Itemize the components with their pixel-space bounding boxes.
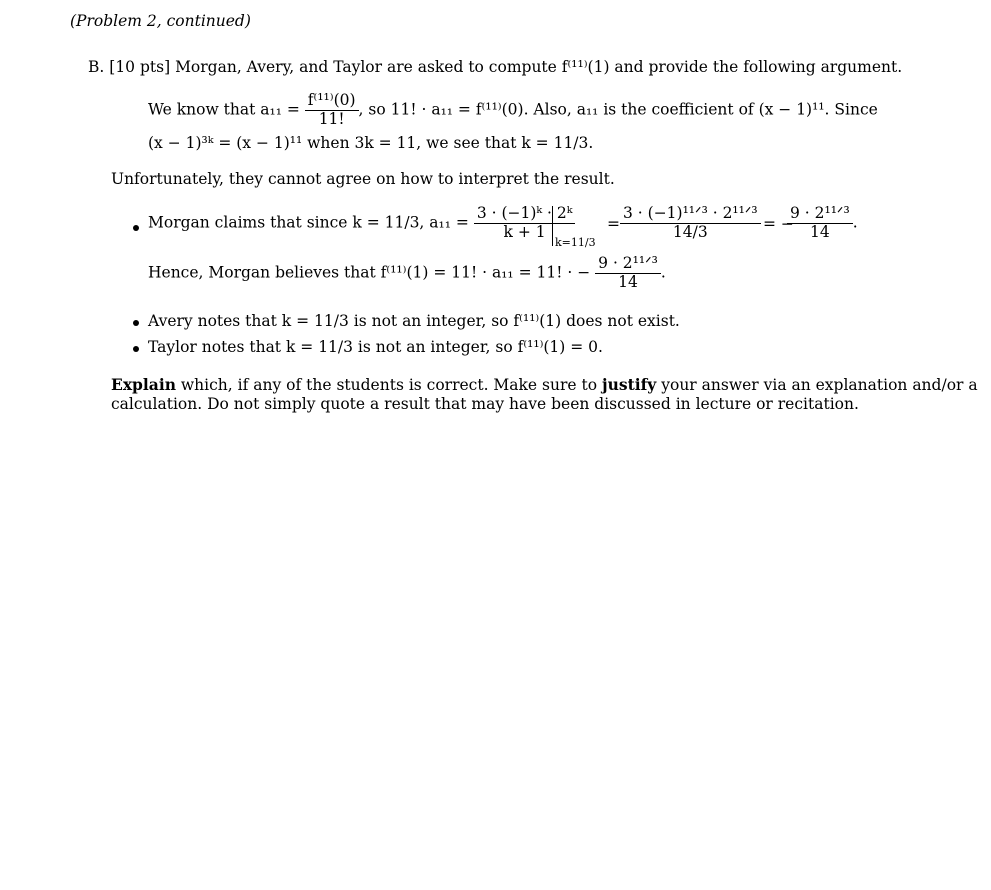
part-b-prompt: Morgan, Avery, and Taylor are asked to compute f⁽¹¹⁾(1) and provide the following argument. — [175, 58, 903, 76]
morgan-fraction-3-denominator: 14 — [809, 222, 830, 241]
justify-bold: justify — [601, 375, 657, 394]
explain-text-2: your answer via an explanation and/or a — [656, 376, 978, 394]
morgan-claim-prefix: Morgan claims that since k = 11/3, a₁₁ = — [148, 213, 469, 232]
morgan-equals-1: = — [607, 215, 620, 233]
bullet-avery — [133, 320, 139, 326]
problem-continued-label: (Problem 2, continued) — [70, 12, 251, 30]
part-b-points: [10 pts] — [109, 58, 171, 76]
morgan-fraction-2-numerator: 3 · (−1)¹¹ᐟ³ · 2¹¹ᐟ³ — [620, 205, 761, 224]
unfortunately-text: Unfortunately, they cannot agree on how to interpret the result. — [111, 170, 615, 188]
morgan-hence-fraction-numerator: 9 · 2¹¹ᐟ³ — [595, 255, 661, 274]
argument-line-2: (x − 1)³ᵏ = (x − 1)¹¹ when 3k = 11, we see that k = 11/3. — [148, 134, 594, 152]
morgan-fraction-3-wrap — [787, 205, 858, 242]
morgan-period: . — [852, 213, 858, 232]
bullet-morgan — [133, 225, 139, 231]
taylor-note: Taylor notes that k = 11/3 is not an integer, so f⁽¹¹⁾(1) = 0. — [148, 338, 603, 356]
a11-fraction-numerator: f⁽¹¹⁾(0) — [305, 92, 359, 111]
morgan-fraction-1-denominator: k + 1 — [503, 222, 546, 241]
explain-bold: Explain — [111, 375, 176, 394]
morgan-hence-fraction — [595, 255, 661, 292]
morgan-fraction-1-numerator: 3 · (−1)ᵏ · 2ᵏ — [474, 205, 576, 224]
bullet-taylor — [133, 346, 139, 352]
morgan-hence-period: . — [660, 263, 666, 282]
part-b-label: B. — [88, 58, 105, 76]
avery-note: Avery notes that k = 11/3 is not an integer, so f⁽¹¹⁾(1) does not exist. — [148, 312, 680, 330]
argument-line-1-end: , so 11! · a₁₁ = f⁽¹¹⁾(0). Also, a₁₁ is the coefficient of (x − 1)¹¹. Since — [358, 100, 878, 119]
evaluation-subscript: k=11/3 — [555, 236, 596, 249]
explain-line-2: calculation. Do not simply quote a result that may have been discussed in lecture or recitation. — [111, 395, 859, 413]
morgan-fraction-2-denominator: 14/3 — [672, 222, 708, 241]
morgan-claim — [148, 205, 575, 242]
morgan-hence-fraction-denominator: 14 — [618, 272, 638, 291]
argument-line-1 — [148, 92, 878, 129]
explain-text-1: which, if any of the students is correct. Make sure to — [175, 376, 602, 394]
morgan-hence-prefix: Hence, Morgan believes that f⁽¹¹⁾(1) = 11! · a₁₁ = 11! · − — [148, 263, 591, 282]
argument-line-1-start: We know that a₁₁ = — [148, 100, 300, 119]
evaluation-bar — [552, 206, 553, 246]
explain-line-1 — [111, 375, 978, 394]
morgan-fraction-3-numerator: 9 · 2¹¹ᐟ³ — [787, 205, 853, 224]
morgan-fraction-2-wrap — [620, 205, 761, 242]
morgan-hence — [148, 255, 666, 292]
morgan-equals-2: = − — [763, 215, 794, 233]
morgan-fraction-2 — [620, 205, 761, 242]
a11-fraction — [305, 92, 359, 129]
a11-fraction-denominator: 11! — [318, 109, 345, 128]
morgan-fraction-3 — [787, 205, 853, 242]
part-b-heading — [88, 58, 902, 76]
